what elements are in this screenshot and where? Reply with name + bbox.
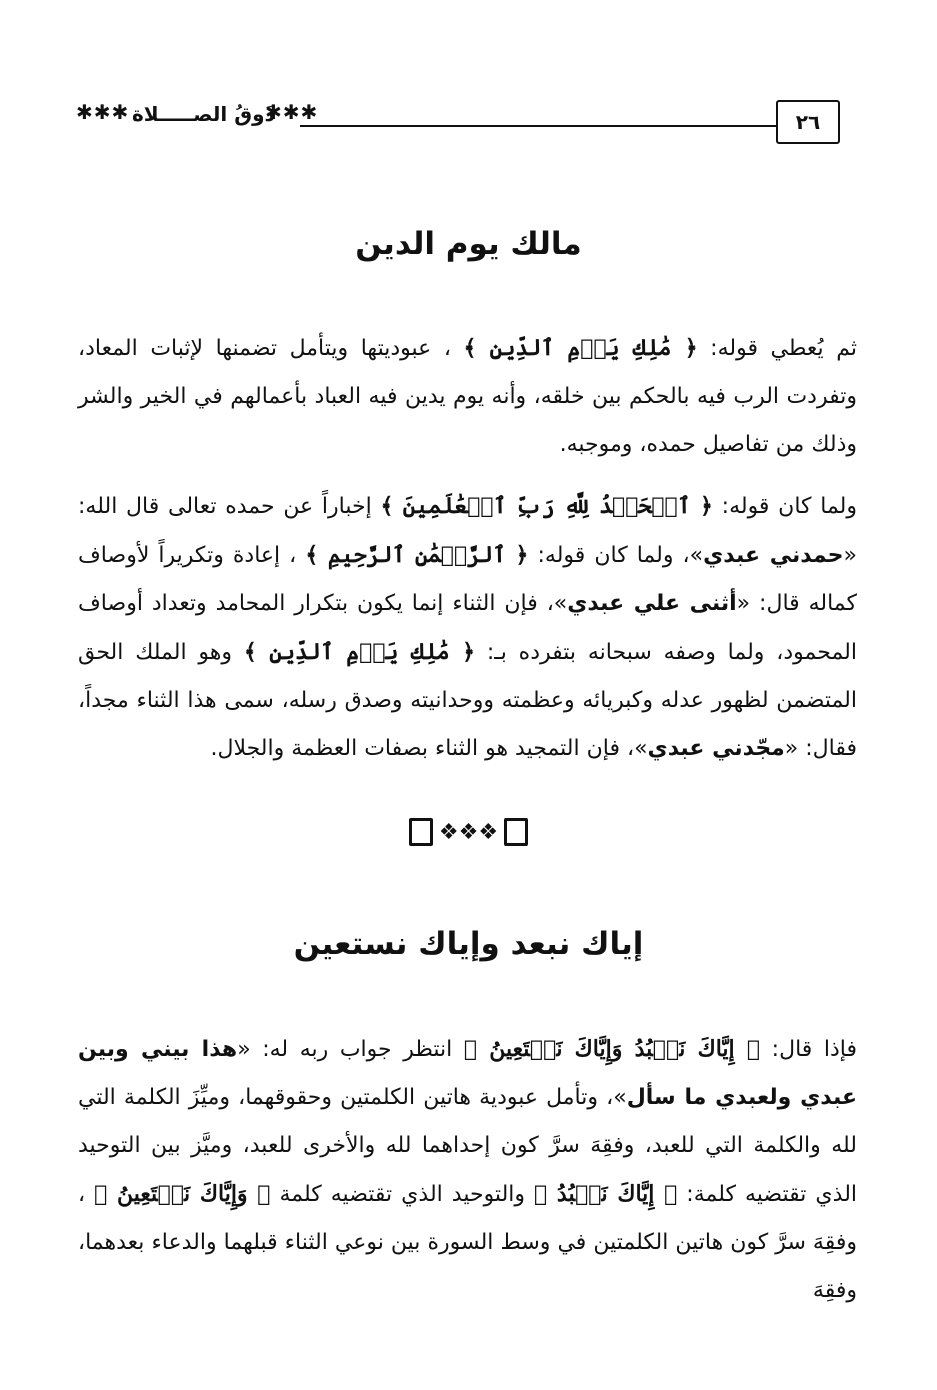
text-run: ، إعادة وتكريراً لأوصاف كماله قال: « [78,543,857,616]
text-run: »، فإن الثناء إنما يكون بتكرار المحامد وتعداد أوصاف المحمود، ولما وصفه سبحانه بتفرده بـ: [78,591,857,665]
stars-ornament-right: ✱✱✱ [265,100,319,124]
section-separator [0,818,937,846]
page-number-box [776,100,840,144]
text-run: ، عبوديتها ويتأمل تضمنها لإثبات المعاد، وتفردت الرب فيه بالحكم بين خلقه، وأنه يوم يدين فيه العباد بأعمالهم في الخير والشر وذلك من تفاصيل حمده، وموجبه. [78,336,857,457]
quran-verse: ﴿ مَٰلِكِ يَوۡمِ ٱلدِّينِ ﴾ [463,335,698,361]
text-run: ، وفقِهَ سرَّ كون هاتين الكلمتين في وسط السورة بين نوعي الثناء قبلهما والدعاء بعدهما، وفقِهَ [78,1182,857,1303]
hadith-quote: هذا بيني وبين عبدي ولعبدي ما سأل [78,1037,857,1110]
stars-ornament-left: ✱✱✱ [76,100,130,124]
section-heading-2: إياك نبعد وإياك نستعين [293,926,644,962]
quran-verse: ﴿ إِيَّاكَ نَعۡبُدُ وَإِيَّاكَ نَسۡتَعِينُ ﴾ [463,1036,761,1062]
text-run: انتظر جواب ربه له: « [237,1037,464,1062]
paragraph-2 [78,482,857,773]
square-ornament [504,818,528,846]
page-number: ٢٦ [795,110,821,134]
text-run: »، ولما كان قوله: [528,543,704,568]
text-run: »، فإن التمجيد هو الثناء بصفات العظمة والجلال. [210,736,648,761]
diamond-ornament: ❖❖❖ [438,819,499,845]
text-run: ولما كان قوله: [712,494,857,519]
text-run: وهو الملك الحق المتضمن لظهور عدله وكبريائه وعظمته ووحدانيته وصدق رسله، سمى هذا الثناء مجداً، فقال: « [78,640,857,761]
text-run: »، وتأمل عبودية هاتين الكلمتين وحقوقهما، وميِّزَ الكلمة التي لله والكلمة التي للعبد، وفقِهَ سرَّ كون إحداهما لله والأخرى للعبد، وميَّز بين التوحيد الذي تقتضيه كلمة: [78,1085,858,1207]
text-run: ثم يُعطي قوله: [697,336,858,361]
section-heading-1: مالك يوم الدين [355,226,582,262]
book-title: ذَوقُ الصـــــلاة [132,102,275,126]
hadith-quote: مجّدني عبدي [647,736,785,761]
text-run: إخباراً عن حمده تعالى قال الله: « [78,494,857,568]
quran-verse: ﴿ مَٰلِكِ يَوۡمِ ٱلدِّينِ ﴾ [243,639,475,665]
paragraph-1 [78,324,857,469]
header-rule [300,125,778,127]
hadith-quote: حمدني عبدي [703,543,844,568]
quran-verse: ﴿ ٱلۡحَمۡدُ لِلَّهِ رَبِّ ٱلۡعَٰلَمِينَ ﴾ [380,493,713,519]
hadith-quote: أثنى علي عبدي [567,591,737,616]
quran-verse: ﴿ وَإِيَّاكَ نَسۡتَعِينُ ﴾ [94,1181,271,1207]
paragraph-3 [78,1025,857,1315]
running-header [70,98,870,148]
text-run: والتوحيد الذي تقتضيه كلمة [270,1182,535,1207]
quran-verse: ﴿ ٱلرَّحۡمَٰنِ ٱلرَّحِيمِ ﴾ [305,542,529,568]
square-ornament [409,818,433,846]
quran-verse: ﴿ إِيَّاكَ نَعۡبُدُ ﴾ [534,1181,678,1207]
text-run: فإذا قال: [760,1037,857,1062]
